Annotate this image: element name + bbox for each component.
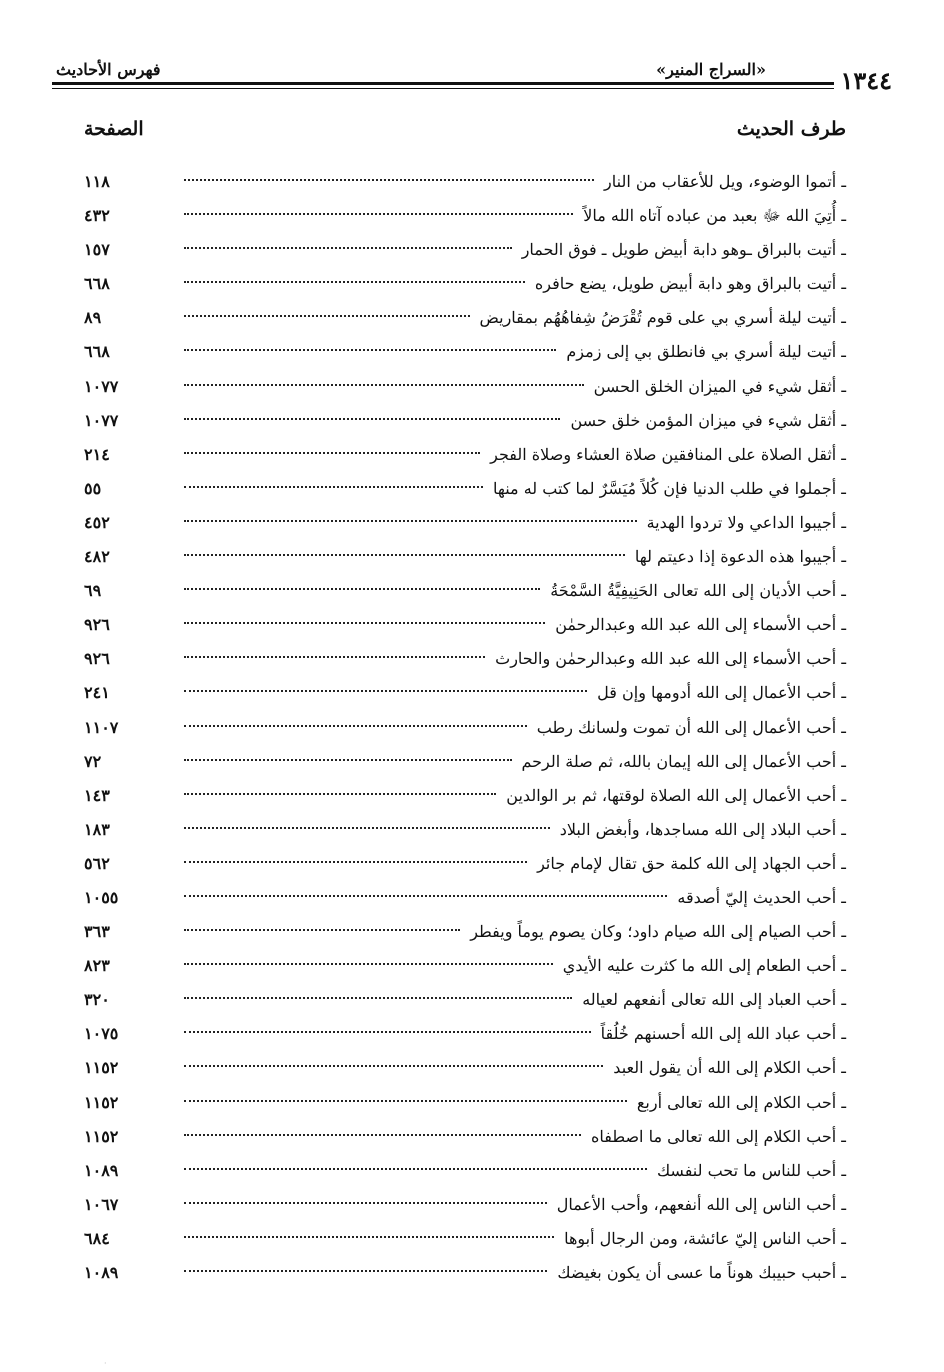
dot-leader xyxy=(184,997,572,999)
entry-page-number: ١١٥٢ xyxy=(84,1058,119,1078)
entry-page-number: ١٠٧٥ xyxy=(84,1024,119,1044)
entry-page-number: ١٤٣ xyxy=(84,785,110,805)
dot-leader xyxy=(184,690,587,692)
index-entry xyxy=(84,165,846,199)
dot-leader xyxy=(184,486,483,488)
entry-text: ـ أجيبوا هذه الدعوة إذا دعيتم لها xyxy=(634,547,846,567)
dot-leader xyxy=(184,588,540,590)
index-entry xyxy=(84,1051,846,1085)
entry-text: ـ أثقل شيء في الميزان الخلق الحسن xyxy=(593,376,846,396)
entry-page-number: ٤٣٢ xyxy=(84,206,110,226)
index-entry xyxy=(84,335,846,369)
index-entry xyxy=(84,233,846,267)
column-header-hadith: طرف الحديث xyxy=(736,118,846,140)
entry-page-number: ٢١٤ xyxy=(84,444,110,464)
entry-page-number: ١١٨ xyxy=(84,172,110,191)
index-entry xyxy=(84,267,846,301)
entry-text: ـ أحب عباد الله إلى الله أحسنهم خُلُقاً xyxy=(600,1024,846,1044)
index-entry xyxy=(84,1017,846,1051)
index-entry xyxy=(84,1256,846,1290)
column-header-page: الصفحة xyxy=(84,118,144,140)
entry-text: ـ أثقل الصلاة على المنافقين صلاة العشاء وصلاة الفجر xyxy=(490,444,846,464)
entry-text: ـ أحب للناس ما تحب لنفسك xyxy=(656,1160,846,1180)
entry-page-number: ٦٨٤ xyxy=(84,1228,110,1248)
dot-leader xyxy=(184,1236,554,1238)
entry-text: ـ أحب الأعمال إلى الله أن تموت ولسانك رطب xyxy=(536,717,846,737)
index-entry xyxy=(84,1222,846,1256)
entry-page-number: ١٠٧٧ xyxy=(84,410,119,430)
entry-text: ـ أحب الطعام إلى الله ما كثرت عليه الأيدي xyxy=(562,956,846,976)
entry-page-number: ١١٥٢ xyxy=(84,1092,119,1112)
entry-page-number: ٨٢٣ xyxy=(84,956,110,976)
entry-text: ـ أحب الجهاد إلى الله كلمة حق تقال لإمام جائر xyxy=(537,853,846,873)
entry-page-number: ٦٦٨ xyxy=(84,342,110,362)
dot-leader xyxy=(184,281,525,283)
dot-leader xyxy=(184,759,512,761)
dot-leader xyxy=(184,1270,547,1272)
dot-leader xyxy=(184,861,527,863)
entry-page-number: ٩٢٦ xyxy=(84,649,110,669)
entry-text: ـ أحب الصيام إلى الله صيام داود؛ وكان يصوم يوماً ويفطر xyxy=(470,922,846,942)
section-title: فهرس الأحاديث xyxy=(56,60,161,79)
index-entry xyxy=(84,1188,846,1222)
index-entry xyxy=(84,711,846,745)
entry-page-number: ٣٢٠ xyxy=(84,990,110,1010)
book-title: «السراج المنير» xyxy=(656,60,766,79)
entry-page-number: ٥٦٢ xyxy=(84,853,110,873)
dot-leader xyxy=(184,827,550,829)
entry-page-number: ٦٦٨ xyxy=(84,274,110,294)
dot-leader xyxy=(184,349,556,351)
index-entry xyxy=(84,472,846,506)
dot-leader xyxy=(184,384,584,386)
index-entry xyxy=(84,199,846,233)
entry-text: ـ أحب الأعمال إلى الله أدومها وإن قل xyxy=(597,683,846,703)
header-rule-thick xyxy=(52,82,892,85)
index-entry xyxy=(84,745,846,779)
dot-leader xyxy=(184,1065,603,1067)
dot-leader xyxy=(184,554,625,556)
entry-text: ـ أحب الكلام إلى الله تعالى أربع xyxy=(636,1092,846,1112)
entry-text: ـ أحب الأسماء إلى الله عبد الله وعبدالرحمٰن والحارث xyxy=(495,649,846,669)
entry-text: ـ أجيبوا الداعي ولا تردوا الهدية xyxy=(646,512,846,532)
header-rule-thin xyxy=(52,88,892,89)
entry-page-number: ١٠٧٧ xyxy=(84,376,119,396)
index-entry xyxy=(84,608,846,642)
entry-page-number: ٤٥٢ xyxy=(84,512,110,532)
dot-leader xyxy=(184,656,485,658)
entry-page-number: ٢٤١ xyxy=(84,683,110,703)
entry-page-number: ١٠٨٩ xyxy=(84,1160,119,1180)
index-entry xyxy=(84,1154,846,1188)
entry-text: ـ أحب الحديث إليّ أصدقه xyxy=(677,887,846,907)
dot-leader xyxy=(184,213,573,215)
dot-leader xyxy=(184,1031,591,1033)
dot-leader xyxy=(184,963,553,965)
index-entry xyxy=(84,847,846,881)
entry-text: ـ أحب البلاد إلى الله مساجدها، وأبغض البلاد xyxy=(559,819,846,839)
entry-text: ـ أحب الأعمال إلى الله الصلاة لوقتها، ثم بر الوالدين xyxy=(506,785,846,805)
page-header xyxy=(52,52,892,96)
entry-text: ـ أتيت ليلة أسري بي على قوم تُقْرَضُ شِفاهُهُم بمقاريض xyxy=(479,308,846,328)
entry-text: ـ أتموا الوضوء، ويل للأعقاب من النار xyxy=(604,172,846,191)
dot-leader xyxy=(184,315,470,317)
index-entry xyxy=(84,370,846,404)
entry-page-number: ١٠٨٩ xyxy=(84,1263,119,1282)
entry-text: ـ أثقل شيء في ميزان المؤمن خلق حسن xyxy=(570,410,846,430)
entry-text: ـ أحب العباد إلى الله تعالى أنفعهم لعياله xyxy=(582,990,846,1010)
index-entry xyxy=(84,506,846,540)
index-entry xyxy=(84,813,846,847)
index-entry xyxy=(84,540,846,574)
index-entry xyxy=(84,438,846,472)
entry-page-number: ٥٥ xyxy=(84,478,102,498)
dot-leader xyxy=(184,1134,581,1136)
margin-mark: · xyxy=(104,1359,107,1368)
entry-page-number: ٧٢ xyxy=(84,751,102,771)
dot-leader xyxy=(184,622,545,624)
page-number: ١٣٤٤ xyxy=(834,68,892,94)
entry-page-number: ٣٦٣ xyxy=(84,922,110,942)
entry-text: ـ أحب الكلام إلى الله تعالى ما اصطفاه xyxy=(590,1126,846,1146)
dot-leader xyxy=(184,179,594,181)
index-entry xyxy=(84,676,846,710)
index-entry xyxy=(84,642,846,676)
entry-text: ـ أتيت ليلة أسري بي فانطلق بي إلى زمزم xyxy=(566,342,846,362)
index-entry xyxy=(84,1120,846,1154)
index-entry xyxy=(84,1086,846,1120)
entry-page-number: ٤٨٢ xyxy=(84,547,110,567)
entry-page-number: ٨٩ xyxy=(84,308,102,328)
dot-leader xyxy=(184,929,460,931)
entry-text: ـ أحب الكلام إلى الله أن يقول العبد xyxy=(613,1058,846,1078)
dot-leader xyxy=(184,1100,627,1102)
dot-leader xyxy=(184,1168,647,1170)
dot-leader xyxy=(184,247,512,249)
dot-leader xyxy=(184,1202,547,1204)
entry-text: ـ أحب الأعمال إلى الله إيمان بالله، ثم صلة الرحم xyxy=(521,751,846,771)
hadith-index-list xyxy=(84,165,846,1290)
dot-leader xyxy=(184,520,637,522)
entry-page-number: ١٨٣ xyxy=(84,819,110,839)
entry-text: ـ أُتِيَ الله ﷻ بعبد من عباده آتاه الله مالاً xyxy=(583,206,846,226)
dot-leader xyxy=(184,895,667,897)
index-entry xyxy=(84,404,846,438)
dot-leader xyxy=(184,793,496,795)
index-entry xyxy=(84,915,846,949)
dot-leader xyxy=(184,418,560,420)
entry-page-number: ١٠٥٥ xyxy=(84,887,119,907)
index-entry xyxy=(84,301,846,335)
entry-text: ـ أحب الأسماء إلى الله عبد الله وعبدالرحمٰن xyxy=(555,615,846,635)
entry-page-number: ١٠٦٧ xyxy=(84,1194,119,1214)
entry-text: ـ أتيت بالبراق ـوهو دابة أبيض طويل ـ فوق الحمار xyxy=(521,240,846,260)
entry-text: ـ أتيت بالبراق وهو دابة أبيض طويل، يضع حافره xyxy=(534,274,846,294)
dot-leader xyxy=(184,452,480,454)
entry-page-number: ٩٢٦ xyxy=(84,615,110,635)
dot-leader xyxy=(184,725,527,727)
entry-page-number: ١١٠٧ xyxy=(84,717,119,737)
entry-text: ـ أجملوا في طلب الدنيا فإن كُلاً مُيَسَّرٌ لما كتب له منها xyxy=(492,478,846,498)
entry-text: ـ أحب الأديان إلى الله تعالى الحَنِيفِيَّةُ السَّمْحَةُ xyxy=(550,581,846,601)
entry-text: ـ أحب الناس إليّ عائشة، ومن الرجال أبوها xyxy=(564,1228,846,1248)
entry-text: ـ أحب الناس إلى الله أنفعهم، وأحب الأعمال xyxy=(556,1194,846,1214)
column-headers xyxy=(84,118,846,148)
index-entry xyxy=(84,949,846,983)
entry-text: ـ أحبب حبيبك هوناً ما عسى أن يكون بغيضك xyxy=(557,1263,846,1282)
index-entry xyxy=(84,574,846,608)
index-entry xyxy=(84,983,846,1017)
index-entry xyxy=(84,881,846,915)
entry-page-number: ٦٩ xyxy=(84,581,102,601)
entry-page-number: ١١٥٢ xyxy=(84,1126,119,1146)
index-entry xyxy=(84,779,846,813)
entry-page-number: ١٥٧ xyxy=(84,240,110,260)
